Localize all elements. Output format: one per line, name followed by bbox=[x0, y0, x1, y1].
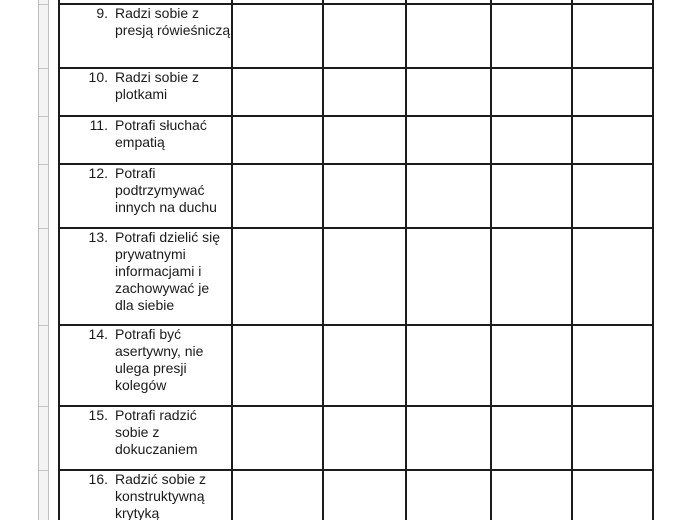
item-number: 11. bbox=[89, 117, 108, 133]
table-row bbox=[59, 4, 653, 68]
rating-cell-3[interactable] bbox=[406, 68, 491, 116]
item-label: Potrafi radzić sobie z dokuczaniem bbox=[115, 407, 198, 457]
table-row bbox=[59, 470, 653, 520]
rating-cell-4[interactable] bbox=[491, 4, 572, 68]
item-label: Potrafi dzielić się prywatnymi informacjami i zachowywać je dla siebie bbox=[115, 229, 221, 313]
rating-cell-1[interactable] bbox=[232, 470, 323, 520]
skill-label-cell bbox=[59, 68, 232, 116]
rating-cell-3[interactable] bbox=[406, 406, 491, 470]
table-row bbox=[59, 164, 653, 228]
rating-cell-3[interactable] bbox=[406, 116, 491, 164]
item-number: 12. bbox=[88, 165, 108, 181]
rating-cell-2[interactable] bbox=[323, 164, 406, 228]
rating-cell-3[interactable] bbox=[406, 4, 491, 68]
numbered-item bbox=[60, 69, 231, 103]
rating-cell-4[interactable] bbox=[491, 116, 572, 164]
item-number: 10. bbox=[88, 69, 108, 85]
skill-label-cell bbox=[59, 470, 232, 520]
table-row bbox=[59, 406, 653, 470]
skill-label-cell bbox=[59, 4, 232, 68]
rating-cell-4[interactable] bbox=[491, 325, 572, 406]
rating-cell-4[interactable] bbox=[491, 406, 572, 470]
item-number: 9. bbox=[96, 5, 108, 21]
ruler-tick bbox=[39, 228, 48, 229]
table-row bbox=[59, 228, 653, 325]
rating-cell-5[interactable] bbox=[572, 406, 653, 470]
item-label: Radzić sobie z konstruktywną krytyką bbox=[115, 471, 207, 520]
skill-label-cell bbox=[59, 325, 232, 406]
ruler-tick bbox=[39, 4, 48, 5]
rating-cell-5[interactable] bbox=[572, 325, 653, 406]
numbered-item bbox=[60, 5, 231, 39]
ruler-tick bbox=[39, 406, 48, 407]
item-number: 15. bbox=[88, 407, 108, 423]
rating-cell-5[interactable] bbox=[572, 164, 653, 228]
rating-cell-3[interactable] bbox=[406, 228, 491, 325]
rating-cell-5[interactable] bbox=[572, 228, 653, 325]
numbered-item bbox=[60, 471, 231, 520]
rating-cell-2[interactable] bbox=[323, 4, 406, 68]
skill-label-cell bbox=[59, 164, 232, 228]
rating-cell-4[interactable] bbox=[491, 470, 572, 520]
rating-cell-2[interactable] bbox=[323, 470, 406, 520]
rating-cell-2[interactable] bbox=[323, 325, 406, 406]
rating-cell-3[interactable] bbox=[406, 325, 491, 406]
ruler-tick bbox=[39, 325, 48, 326]
item-label: Radzi sobie z presją rówieśniczą bbox=[115, 5, 231, 38]
numbered-item bbox=[60, 117, 231, 151]
item-number: 14. bbox=[88, 326, 108, 342]
rating-cell-3[interactable] bbox=[406, 164, 491, 228]
rating-cell-1[interactable] bbox=[232, 164, 323, 228]
vertical-ruler bbox=[38, 0, 49, 520]
rating-cell-4[interactable] bbox=[491, 164, 572, 228]
item-label: Potrafi być asertywny, nie ulega presji kolegów bbox=[115, 326, 204, 393]
table-row bbox=[59, 68, 653, 116]
item-number: 16. bbox=[88, 471, 108, 487]
rating-cell-1[interactable] bbox=[232, 116, 323, 164]
rating-cell-1[interactable] bbox=[232, 68, 323, 116]
rating-cell-1[interactable] bbox=[232, 325, 323, 406]
rating-cell-2[interactable] bbox=[323, 406, 406, 470]
rating-cell-2[interactable] bbox=[323, 228, 406, 325]
numbered-item bbox=[60, 165, 231, 216]
rating-cell-1[interactable] bbox=[232, 4, 323, 68]
table-row bbox=[59, 116, 653, 164]
numbered-item bbox=[60, 229, 231, 314]
numbered-item bbox=[60, 326, 231, 394]
rating-cell-3[interactable] bbox=[406, 470, 491, 520]
skill-label-cell bbox=[59, 406, 232, 470]
rating-cell-4[interactable] bbox=[491, 68, 572, 116]
skills-assessment-table bbox=[58, 0, 654, 520]
rating-cell-1[interactable] bbox=[232, 228, 323, 325]
ruler-tick bbox=[39, 68, 48, 69]
ruler-tick bbox=[39, 164, 48, 165]
rating-cell-1[interactable] bbox=[232, 406, 323, 470]
ruler-tick bbox=[39, 470, 48, 471]
rating-cell-5[interactable] bbox=[572, 68, 653, 116]
item-label: Potrafi podtrzymywać innych na duchu bbox=[115, 165, 217, 215]
item-number: 13. bbox=[88, 229, 108, 245]
rating-cell-2[interactable] bbox=[323, 116, 406, 164]
ruler-tick bbox=[39, 116, 48, 117]
item-label: Radzi sobie z plotkami bbox=[115, 69, 200, 102]
numbered-item bbox=[60, 407, 231, 458]
table-row bbox=[59, 325, 653, 406]
rating-cell-2[interactable] bbox=[323, 68, 406, 116]
rating-cell-5[interactable] bbox=[572, 116, 653, 164]
skill-label-cell bbox=[59, 116, 232, 164]
rating-cell-5[interactable] bbox=[572, 4, 653, 68]
rating-cell-4[interactable] bbox=[491, 228, 572, 325]
rating-cell-5[interactable] bbox=[572, 470, 653, 520]
skill-label-cell bbox=[59, 228, 232, 325]
item-label: Potrafi słuchać empatią bbox=[115, 117, 207, 150]
